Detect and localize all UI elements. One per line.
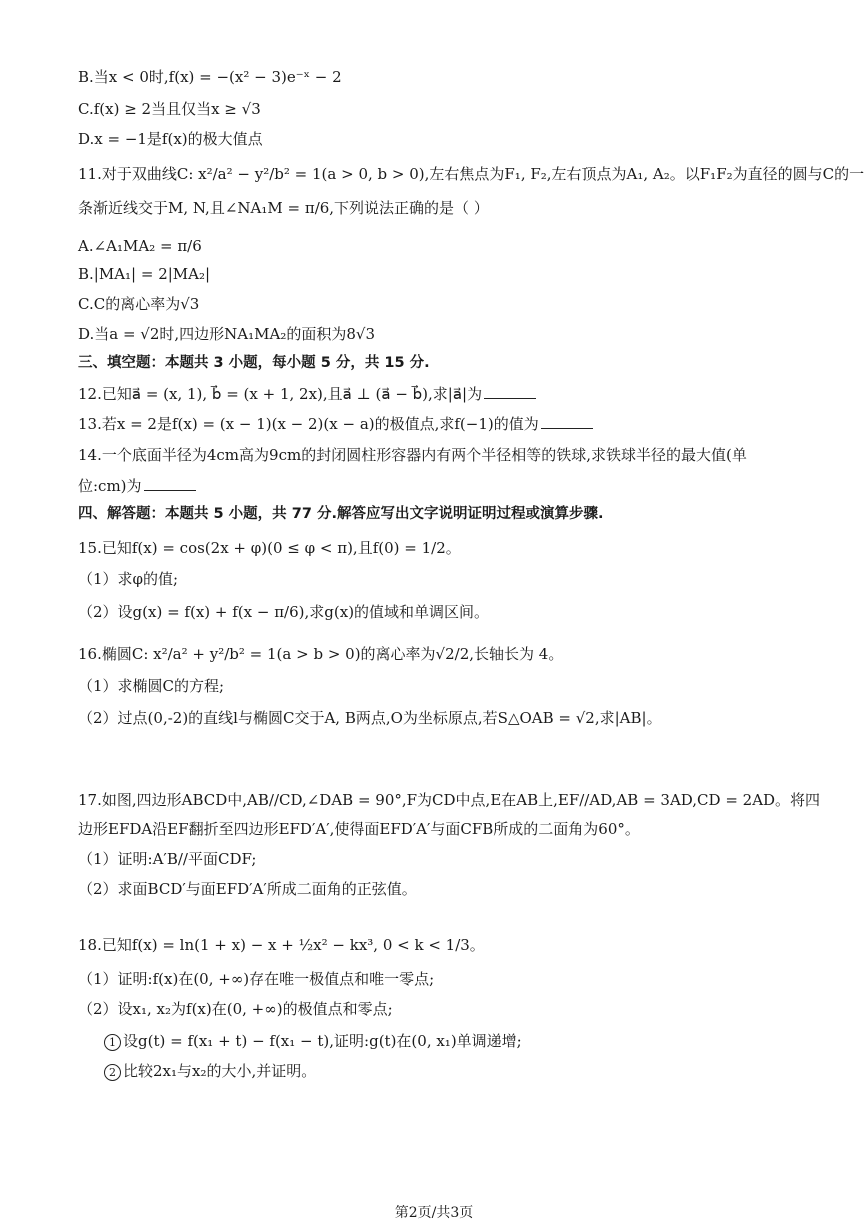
q13-line <box>78 413 593 435</box>
q11-stem-line2: 条渐近线交于M, N,且∠NA₁M = π/6,下列说法正确的是（ ） <box>78 199 489 217</box>
q12-line <box>78 383 536 405</box>
q17-part2: （2）求面BCD′与面EFD′A′所成二面角的正弦值。 <box>78 880 417 898</box>
q15-part2: （2）设g(x) = f(x) + f(x − π/6),求g(x)的值域和单调区间。 <box>78 603 490 621</box>
q16-part1: （1）求椭圆C的方程; <box>78 677 225 695</box>
q18-stem: 18.已知f(x) = ln(1 + x) − x + ½x² − kx³, 0 < k < 1/3。 <box>78 936 485 954</box>
circled-number-marker: 2 <box>104 1064 121 1081</box>
q11-option-a: A.∠A₁MA₂ = π/6 <box>78 237 202 255</box>
q17-part1: （1）证明:A′B//平面CDF; <box>78 850 257 868</box>
q17-stem-line1: 17.如图,四边形ABCD中,AB//CD,∠DAB = 90°,F为CD中点,E在AB上,EF//AD,AB = 3AD,CD = 2AD。将四 <box>78 791 821 809</box>
q18-part2: （2）设x₁, x₂为f(x)在(0, +∞)的极值点和零点; <box>78 1000 393 1018</box>
q15-stem: 15.已知f(x) = cos(2x + φ)(0 ≤ φ < π),且f(0) = 1/2。 <box>78 539 461 557</box>
q13-text: 13.若x = 2是f(x) = (x − 1)(x − 2)(x − a)的极值点,求f(−1)的值为 <box>78 415 539 433</box>
q16-part2: （2）过点(0,-2)的直线l与椭圆C交于A, B两点,O为坐标原点,若S△OAB = √2,求|AB|。 <box>78 709 662 727</box>
q17-stem-line2: 边形EFDA沿EF翻折至四边形EFD′A′,使得面EFD′A′与面CFB所成的二面角为60°。 <box>78 820 640 838</box>
q11-option-c: C.C的离心率为√3 <box>78 295 200 313</box>
answer-blank <box>484 384 536 399</box>
answer-blank <box>541 414 593 429</box>
q15-part1: （1）求φ的值; <box>78 570 179 588</box>
q18-sub1-text: 设g(t) = f(x₁ + t) − f(x₁ − t),证明:g(t)在(0, x₁)单调递增; <box>123 1032 522 1050</box>
q11-option-b: B.|MA₁| = 2|MA₂| <box>78 265 211 283</box>
page-footer: 第2页/共3页 <box>394 1205 474 1221</box>
q18-part2-sub2 <box>104 1060 316 1082</box>
q18-part2-sub1 <box>104 1030 522 1052</box>
answer-blank <box>144 476 196 491</box>
q14-text: 位:cm)为 <box>78 477 142 495</box>
q10-option-b: B.当x < 0时,f(x) = −(x² − 3)e⁻ˣ − 2 <box>78 68 342 86</box>
q16-stem: 16.椭圆C: x²/a² + y²/b² = 1(a > b > 0)的离心率为√2/2,长轴长为 4。 <box>78 645 564 663</box>
section-3-heading: 三、填空题：本题共 3 小题，每小题 5 分，共 15 分. <box>78 355 430 371</box>
q11-option-d: D.当a = √2时,四边形NA₁MA₂的面积为8√3 <box>78 325 375 343</box>
q10-option-d: D.x = −1是f(x)的极大值点 <box>78 130 263 148</box>
section-4-heading: 四、解答题：本题共 5 小题，共 77 分.解答应写出文字说明证明过程或演算步骤. <box>78 506 604 522</box>
q14-line1: 14.一个底面半径为4cm高为9cm的封闭圆柱形容器内有两个半径相等的铁球,求铁球半径的最大值(单 <box>78 446 747 464</box>
q18-part1: （1）证明:f(x)在(0, +∞)存在唯一极值点和唯一零点; <box>78 970 435 988</box>
q14-line2 <box>78 475 196 497</box>
q12-text: 12.已知a⃗ = (x, 1), b⃗ = (x + 1, 2x),且a⃗ ⊥ (a⃗ − b⃗),求|a⃗|为 <box>78 385 483 403</box>
q18-sub2-text: 比较2x₁与x₂的大小,并证明。 <box>123 1062 317 1080</box>
q11-stem-line1: 11.对于双曲线C: x²/a² − y²/b² = 1(a > 0, b > 0),左右焦点为F₁, F₂,左右顶点为A₁, A₂。以F₁F₂为直径的圆与C的一 <box>78 165 865 183</box>
circled-number-marker: 1 <box>104 1034 121 1051</box>
q10-option-c: C.f(x) ≥ 2当且仅当x ≥ √3 <box>78 100 261 118</box>
